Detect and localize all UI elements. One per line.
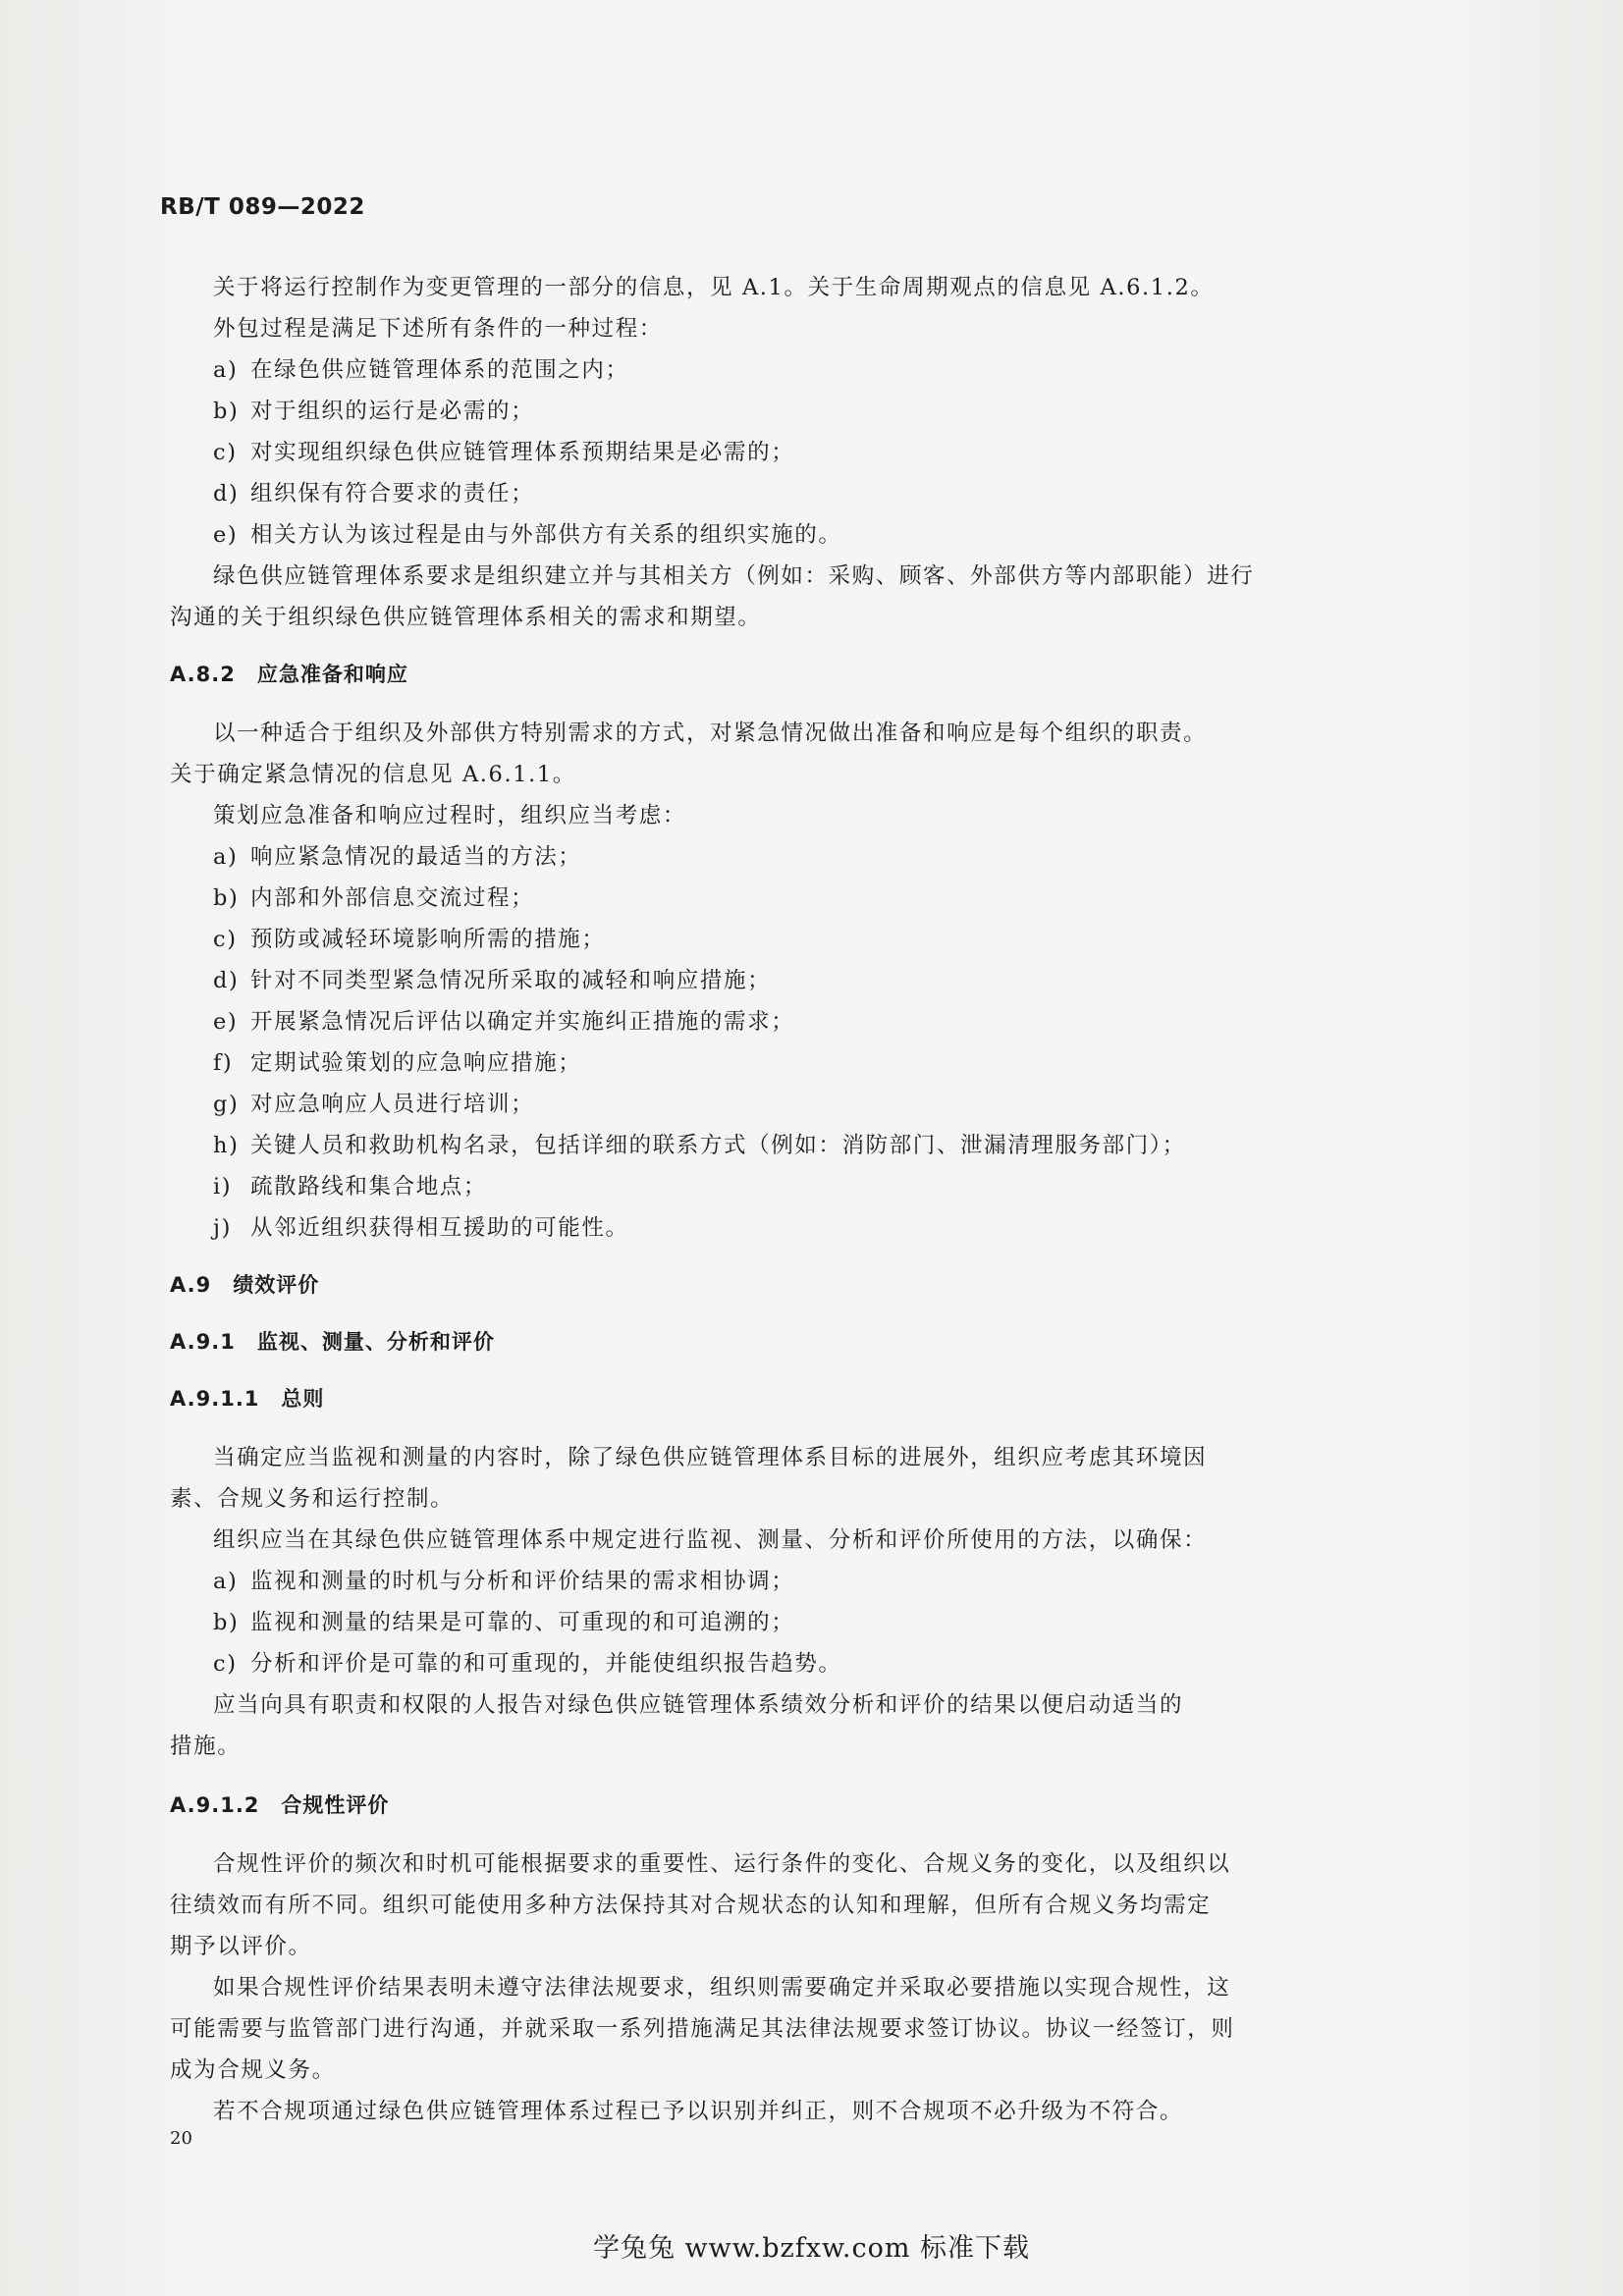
list-item-label: c) — [213, 1651, 238, 1677]
list-item-text: 关键人员和救助机构名录，包括详细的联系方式（例如：消防部门、泄漏清理服务部门）； — [250, 1133, 1186, 1158]
list-item — [213, 355, 629, 385]
paragraph-line: 如果合规性评价结果表明未遵守法律法规要求，组织则需要确定并采取必要措施以实现合规性，这 — [213, 1975, 1231, 2001]
paragraph-continuation: 素、合规义务和运行控制。 — [170, 1486, 455, 1512]
list-item-label: c) — [213, 927, 238, 952]
list-item-text: 对实现组织绿色供应链管理体系预期结果是必需的； — [250, 440, 795, 465]
list-item — [213, 1567, 794, 1596]
list-item-label: f) — [213, 1050, 234, 1076]
list-item — [213, 1090, 534, 1119]
list-item — [213, 1213, 629, 1243]
list-item-label: a) — [213, 357, 239, 383]
list-item-text: 监视和测量的结果是可靠的、可重现的和可追溯的； — [250, 1610, 795, 1635]
paragraph-continuation: 沟通的关于组织绿色供应链管理体系相关的需求和期望。 — [170, 605, 762, 630]
section-title: 应急准备和响应 — [256, 663, 408, 686]
paragraph-line: 外包过程是满足下述所有条件的一种过程： — [213, 316, 663, 342]
list-item-text: 定期试验策划的应急响应措施； — [250, 1050, 582, 1076]
section-title: 总则 — [281, 1387, 325, 1411]
paragraph-continuation: 关于确定紧急情况的信息见 A.6.1.1。 — [170, 762, 576, 787]
list-item-label: g) — [213, 1092, 240, 1117]
list-item — [213, 520, 842, 550]
section-heading — [170, 660, 408, 689]
list-item-label: j) — [213, 1215, 232, 1241]
section-title: 监视、测量、分析和评价 — [256, 1330, 495, 1354]
paragraph-line: 若不合规项通过绿色供应链管理体系过程已予以识别并纠正，则不合规项不必升级为不符合。 — [213, 2099, 1184, 2124]
list-item — [213, 1131, 1186, 1160]
paragraph-line: 绿色供应链管理体系要求是组织建立并与其相关方（例如：采购、顾客、外部供方等内部职能）进行 — [213, 563, 1255, 589]
list-item-text: 对应急响应人员进行培训； — [250, 1092, 535, 1117]
paragraph-continuation: 措施。 — [170, 1734, 242, 1759]
list-item-text: 组织保有符合要求的责任； — [250, 481, 535, 507]
paragraph-line: 应当向具有职责和权限的人报告对绿色供应链管理体系绩效分析和评价的结果以便启动适当的 — [213, 1692, 1184, 1718]
paragraph-continuation: 可能需要与监管部门进行沟通，并就采取一系列措施满足其法律法规要求签订协议。协议一经签订，则 — [170, 2016, 1235, 2042]
list-item-label: a) — [213, 1569, 239, 1594]
list-item — [213, 1608, 794, 1637]
list-item-label: b) — [213, 1610, 240, 1635]
list-item-text: 对于组织的运行是必需的； — [250, 399, 535, 424]
list-item — [213, 1048, 581, 1078]
list-item-label: a) — [213, 844, 239, 870]
list-item-text: 针对不同类型紧急情况所采取的减轻和响应措施； — [250, 968, 772, 993]
list-item — [213, 883, 534, 913]
list-item-label: b) — [213, 885, 240, 911]
paragraph-line: 策划应急准备和响应过程时，组织应当考虑： — [213, 803, 687, 828]
list-item — [213, 479, 534, 508]
section-number: A.9 — [170, 1273, 212, 1297]
list-item-text: 响应紧急情况的最适当的方法； — [250, 844, 582, 870]
paragraph-line: 以一种适合于组织及外部供方特别需求的方式，对紧急情况做出准备和响应是每个组织的职责。 — [213, 721, 1208, 746]
list-item-text: 监视和测量的时机与分析和评价结果的需求相协调； — [250, 1569, 795, 1594]
list-item — [213, 842, 581, 872]
list-item — [213, 397, 534, 426]
list-item-label: b) — [213, 399, 240, 424]
list-item-label: i) — [213, 1174, 233, 1200]
section-number: A.9.1.2 — [170, 1793, 260, 1817]
section-heading — [170, 1384, 324, 1414]
paragraph-line: 关于将运行控制作为变更管理的一部分的信息，见 A.1。关于生命周期观点的信息见 A.6.1.2。 — [213, 275, 1215, 300]
list-item — [213, 1649, 842, 1679]
list-item-text: 预防或减轻环境影响所需的措施； — [250, 927, 606, 952]
list-item — [213, 1172, 487, 1201]
section-heading — [170, 1270, 319, 1300]
section-heading — [170, 1790, 389, 1820]
list-item-label: c) — [213, 440, 238, 465]
section-number: A.9.1.1 — [170, 1387, 260, 1411]
section-title: 合规性评价 — [281, 1793, 390, 1817]
list-item-text: 开展紧急情况后评估以确定并实施纠正措施的需求； — [250, 1009, 795, 1035]
paragraph-line: 合规性评价的频次和时机可能根据要求的重要性、运行条件的变化、合规义务的变化，以及组织以 — [213, 1851, 1231, 1877]
list-item — [213, 438, 794, 467]
section-number: A.9.1 — [170, 1330, 236, 1354]
section-title: 绩效评价 — [233, 1273, 320, 1297]
paragraph-line: 组织应当在其绿色供应链管理体系中规定进行监视、测量、分析和评价所使用的方法，以确保： — [213, 1527, 1208, 1553]
standard-code: RB/T 089—2022 — [160, 194, 365, 220]
section-heading — [170, 1327, 495, 1357]
list-item-label: d) — [213, 481, 240, 507]
list-item-label: d) — [213, 968, 240, 993]
list-item-label: h) — [213, 1133, 240, 1158]
list-item-text: 相关方认为该过程是由与外部供方有关系的组织实施的。 — [250, 522, 842, 548]
list-item-text: 从邻近组织获得相互援助的可能性。 — [250, 1215, 629, 1241]
paragraph-continuation: 往绩效而有所不同。组织可能使用多种方法保持其对合规状态的认知和理解，但所有合规义务均需定 — [170, 1893, 1212, 1918]
list-item-label: e) — [213, 1009, 239, 1035]
list-item — [213, 1007, 794, 1037]
paragraph-continuation: 期予以评价。 — [170, 1934, 312, 1959]
paragraph-line: 当确定应当监视和测量的内容时，除了绿色供应链管理体系目标的进展外，组织应考虑其环境因 — [213, 1445, 1208, 1470]
list-item-label: e) — [213, 522, 239, 548]
paragraph-continuation: 成为合规义务。 — [170, 2057, 336, 2083]
list-item-text: 在绿色供应链管理体系的范围之内； — [250, 357, 629, 383]
footer-watermark: 学兔兔 www.bzfxw.com 标准下载 — [592, 2233, 1031, 2264]
list-item — [213, 925, 606, 954]
list-item — [213, 966, 771, 995]
list-item-text: 分析和评价是可靠的和可重现的，并能使组织报告趋势。 — [250, 1651, 842, 1677]
page-number: 20 — [170, 2128, 192, 2149]
list-item-text: 内部和外部信息交流过程； — [250, 885, 535, 911]
section-number: A.8.2 — [170, 663, 236, 686]
list-item-text: 疏散路线和集合地点； — [250, 1174, 488, 1200]
